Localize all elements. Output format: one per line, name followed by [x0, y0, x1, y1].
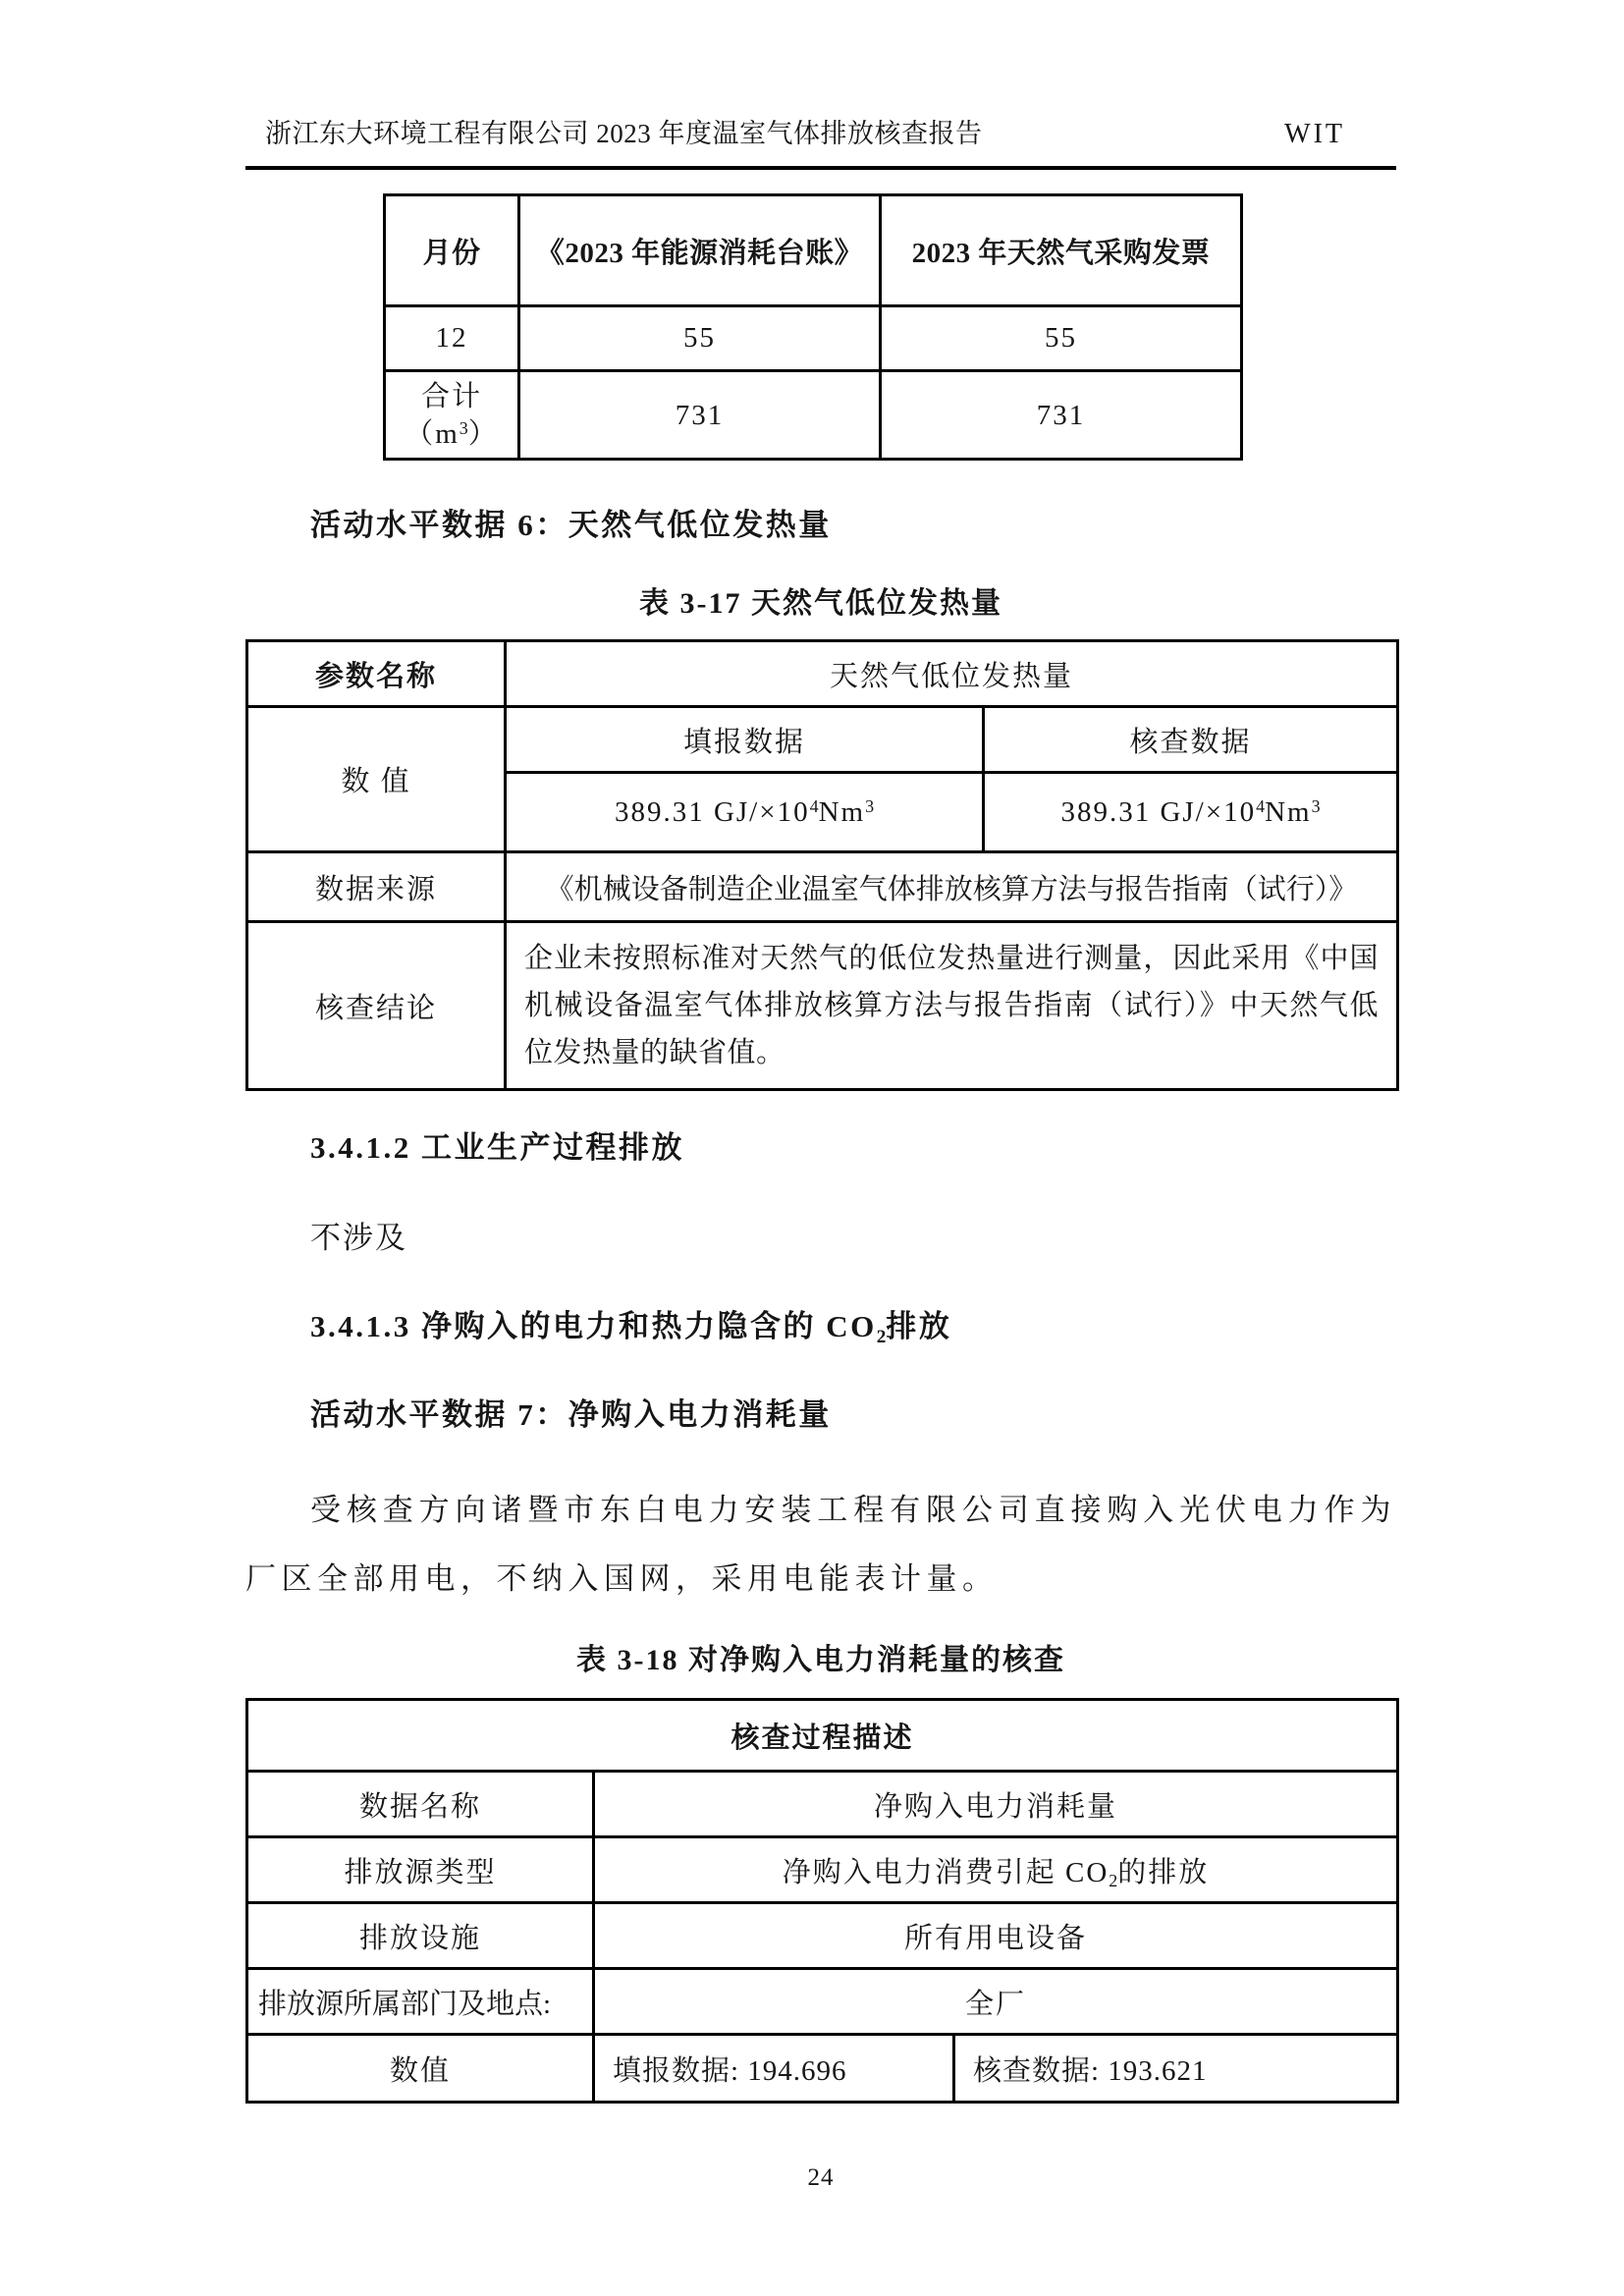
- table-row: [385, 306, 1242, 371]
- gas-month-12: 12: [385, 306, 519, 371]
- data-source-label: 数据来源: [247, 852, 506, 922]
- table-row: [247, 1969, 1398, 2035]
- gas-col-month: 月份: [385, 195, 519, 306]
- department-location-value: 全厂: [594, 1969, 1398, 2035]
- activity-data-6-heading: 活动水平数据 6：天然气低位发热量: [310, 508, 832, 542]
- header-rule: [245, 166, 1396, 170]
- table-row: [247, 1772, 1398, 1837]
- conclusion-label: 核查结论: [247, 922, 506, 1090]
- gas-total-invoice: 731: [881, 371, 1242, 460]
- numeric-value-label: 数值: [247, 2035, 594, 2103]
- table-row: [247, 707, 1398, 773]
- conclusion-value: 企业未按照标准对天然气的低位发热量进行测量，因此采用《中国机械设备温室气体排放核算方法与报告指南（试行）》中天然气低位发热量的缺省值。: [506, 922, 1398, 1090]
- gas-invoice-12: 55: [881, 306, 1242, 371]
- reported-value-cell: 389.31 $GJ/\times 10^4Nm^3$: [506, 773, 984, 852]
- emission-source-type-label: 排放源类型: [247, 1837, 594, 1903]
- table-3-17: [245, 639, 1399, 1091]
- emission-facility-value: 所有用电设备: [594, 1903, 1398, 1969]
- table-row: [247, 852, 1398, 922]
- section-3412-heading: 3.4.1.2 工业生产过程排放: [310, 1130, 684, 1165]
- table-row: [247, 641, 1398, 707]
- table-row: [385, 371, 1242, 460]
- reported-data-header: 填报数据: [506, 707, 984, 773]
- param-name-value: 天然气低位发热量: [506, 641, 1398, 707]
- param-name-label: 参数名称: [247, 641, 506, 707]
- gas-total-ledger: 731: [519, 371, 881, 460]
- verification-process-header: 核查过程描述: [247, 1700, 1398, 1772]
- table-3-17-caption: 表 3-17 天然气低位发热量: [639, 587, 1002, 620]
- table-3-18-caption: 表 3-18 对净购入电力消耗量的核查: [576, 1644, 1065, 1676]
- data-name-value: 净购入电力消耗量: [594, 1772, 1398, 1837]
- activity-data-7-heading: 活动水平数据 7：净购入电力消耗量: [310, 1397, 832, 1432]
- gas-col-ledger: 《2023 年能源消耗台账》: [519, 195, 881, 306]
- brand-mark: WIT: [1284, 119, 1345, 149]
- table-row: [385, 195, 1242, 306]
- table-row: [247, 1837, 1398, 1903]
- table-row: [247, 2035, 1398, 2103]
- verified-electricity-value: 核查数据: 193.621: [954, 2035, 1398, 2103]
- data-source-value: 《机械设备制造企业温室气体排放核算方法与报告指南（试行）》: [506, 852, 1398, 922]
- gas-consumption-table: [383, 193, 1243, 461]
- table-row: [247, 922, 1398, 1090]
- gas-ledger-12: 55: [519, 306, 881, 371]
- verified-data-header: 核查数据: [984, 707, 1398, 773]
- gas-col-invoice: 2023 年天然气采购发票: [881, 195, 1242, 306]
- table-row: [247, 1700, 1398, 1772]
- value-label: 数 值: [247, 707, 506, 852]
- table-row: [247, 1903, 1398, 1969]
- page-header: [245, 114, 1396, 154]
- department-location-label: 排放源所属部门及地点:: [247, 1969, 594, 2035]
- electricity-paragraph: 受核查方向诸暨市东白电力安装工程有限公司直接购入光伏电力作为厂区全部用电，不纳入国网，采用电能表计量。: [245, 1493, 1396, 1596]
- emission-facility-label: 排放设施: [247, 1903, 594, 1969]
- verified-value-cell: 389.31 $GJ/\times 10^4Nm^3$: [984, 773, 1398, 852]
- section-3413-heading: 3.4.1.3 净购入的电力和热力隐含的 $CO_2$排放: [310, 1309, 952, 1347]
- data-name-label: 数据名称: [247, 1772, 594, 1837]
- reported-electricity-value: 填报数据: 194.696: [594, 2035, 954, 2103]
- emission-source-type-value: 净购入电力消费引起 $CO_2$的排放: [594, 1837, 1398, 1903]
- table-3-18: [245, 1698, 1399, 2104]
- not-involved-text: 不涉及: [310, 1221, 407, 1255]
- page-number: 24: [807, 2164, 835, 2191]
- gas-total-label: 合计 $(m^3)$: [385, 371, 519, 460]
- report-title: 浙江东大环境工程有限公司 2023 年度温室气体排放核查报告: [265, 119, 983, 148]
